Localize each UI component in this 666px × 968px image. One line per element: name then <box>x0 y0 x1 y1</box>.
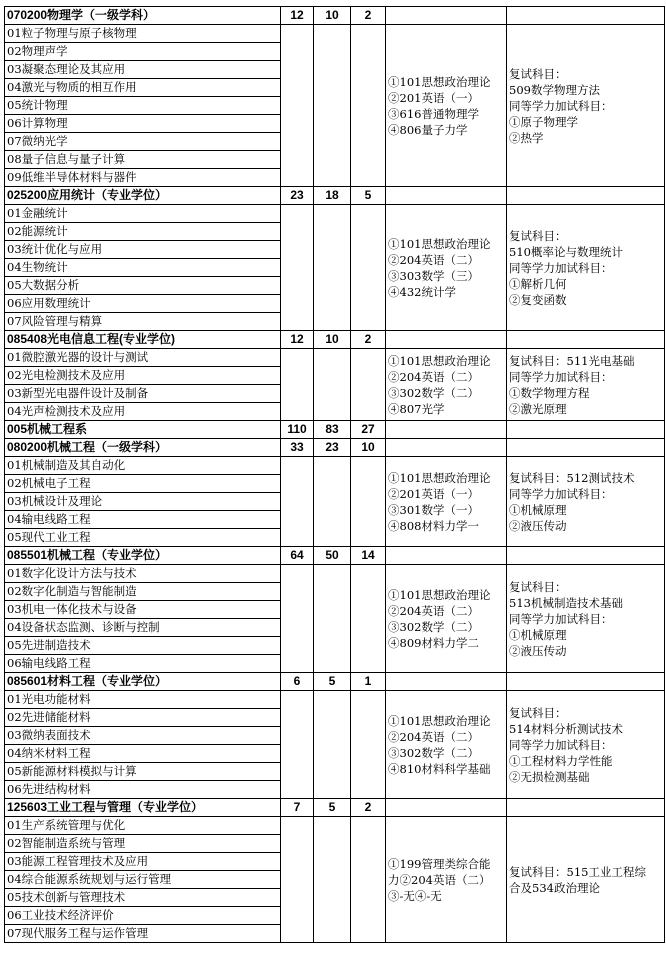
research-direction: 04纳米材料工程 <box>5 745 281 763</box>
empty-cell <box>386 187 507 205</box>
program-header-row <box>5 331 665 349</box>
exam-subject-line: ①101思想政治理论 <box>388 353 491 368</box>
empty-cell <box>386 799 507 817</box>
research-direction: 03机械设计及理论 <box>5 493 281 511</box>
program-title: 080200机械工程（一级学科） <box>5 439 281 457</box>
exam-subjects <box>386 205 507 331</box>
retest-note-line: 514材料分析测试技术 <box>509 721 623 736</box>
retest-notes <box>507 25 665 187</box>
research-direction: 05新能源材料模拟与计算 <box>5 763 281 781</box>
research-direction: 01生产系统管理与优化 <box>5 817 281 835</box>
empty-cell <box>314 457 351 547</box>
research-direction: 07风险管理与精算 <box>5 313 281 331</box>
empty-cell <box>351 205 386 331</box>
enrollment-count: 83 <box>314 421 351 439</box>
exam-subject-line: ②204英语（二） <box>388 729 479 744</box>
empty-cell <box>351 457 386 547</box>
research-direction: 02物理声学 <box>5 43 281 61</box>
empty-cell <box>386 439 507 457</box>
empty-cell <box>351 565 386 673</box>
enrollment-count: 14 <box>351 547 386 565</box>
research-direction: 01数字化设计方法与技术 <box>5 565 281 583</box>
research-direction: 03机电一体化技术与设备 <box>5 601 281 619</box>
enrollment-count: 5 <box>314 673 351 691</box>
exam-subjects <box>386 25 507 187</box>
program-header-row <box>5 799 665 817</box>
exam-subjects <box>386 349 507 421</box>
exam-subject-line: ③302数学（二） <box>388 745 479 760</box>
retest-note-line: 复试科目： <box>509 228 567 243</box>
empty-cell <box>281 817 314 943</box>
research-direction: 04生物统计 <box>5 259 281 277</box>
enrollment-count: 27 <box>351 421 386 439</box>
program-title: 005机械工程系 <box>5 421 281 439</box>
exam-subject-line: ④806量子力学 <box>388 122 468 137</box>
enrollment-count: 23 <box>281 187 314 205</box>
enrollment-count: 5 <box>314 799 351 817</box>
research-direction: 01微腔激光器的设计与测试 <box>5 349 281 367</box>
direction-row <box>5 349 665 367</box>
research-direction: 03微纳表面技术 <box>5 727 281 745</box>
research-direction: 03凝聚态理论及其应用 <box>5 61 281 79</box>
retest-note-line: ②液压传动 <box>509 643 567 658</box>
empty-cell <box>281 691 314 799</box>
program-header-row <box>5 439 665 457</box>
direction-row <box>5 691 665 709</box>
exam-subject-line: ③303数学（三） <box>388 268 479 283</box>
exam-subject-line: ②201英语（一） <box>388 486 479 501</box>
enrollment-count: 10 <box>314 331 351 349</box>
retest-note-line: ①解析几何 <box>509 276 567 291</box>
empty-cell <box>281 205 314 331</box>
retest-notes <box>507 457 665 547</box>
research-direction: 06应用数理统计 <box>5 295 281 313</box>
research-direction: 01光电功能材料 <box>5 691 281 709</box>
research-direction: 06工业技术经济评价 <box>5 907 281 925</box>
research-direction: 05大数据分析 <box>5 277 281 295</box>
exam-subject-line: ①101思想政治理论 <box>388 74 491 89</box>
direction-row <box>5 565 665 583</box>
empty-cell <box>281 349 314 421</box>
retest-note-line: ①机械原理 <box>509 627 567 642</box>
enrollment-count: 12 <box>281 331 314 349</box>
retest-note-line: 复试科目： <box>509 579 567 594</box>
retest-note-line: 复试科目：515工业工程综 <box>509 864 646 879</box>
enrollment-count: 2 <box>351 331 386 349</box>
research-direction: 05先进制造技术 <box>5 637 281 655</box>
retest-note-line: ②激光原理 <box>509 401 567 416</box>
research-direction: 06先进结构材料 <box>5 781 281 799</box>
retest-note-line: ②无损检测基础 <box>509 769 590 784</box>
exam-subject-line: ④807光学 <box>388 401 445 416</box>
exam-subject-line: ③302数学（二） <box>388 385 479 400</box>
exam-subject-line: ③302数学（二） <box>388 619 479 634</box>
retest-note-line: ①数学物理方程 <box>509 385 590 400</box>
exam-subject-line: ④432统计学 <box>388 284 456 299</box>
direction-row <box>5 817 665 835</box>
program-title: 085501机械工程（专业学位） <box>5 547 281 565</box>
enrollment-count: 33 <box>281 439 314 457</box>
enrollment-count: 110 <box>281 421 314 439</box>
research-direction: 01粒子物理与原子核物理 <box>5 25 281 43</box>
research-direction: 03能源工程管理技术及应用 <box>5 853 281 871</box>
exam-subject-line: ④809材料力学二 <box>388 635 479 650</box>
retest-note-line: ①工程材料力学性能 <box>509 753 613 768</box>
empty-cell <box>314 205 351 331</box>
exam-subject-line: ②204英语（二） <box>388 252 479 267</box>
exam-subjects <box>386 691 507 799</box>
program-title: 085601材料工程（专业学位） <box>5 673 281 691</box>
exam-subject-line: ④810材料科学基础 <box>388 761 491 776</box>
direction-row <box>5 457 665 475</box>
research-direction: 02数字化制造与智能制造 <box>5 583 281 601</box>
exam-subject-line: 力②204英语（二） <box>388 872 491 887</box>
exam-subject-line: ①101思想政治理论 <box>388 236 491 251</box>
retest-note-line: ②热学 <box>509 130 544 145</box>
exam-subjects <box>386 817 507 943</box>
enrollment-count: 10 <box>314 7 351 25</box>
research-direction: 01机械制造及其自动化 <box>5 457 281 475</box>
program-title: 070200物理学（一级学科） <box>5 7 281 25</box>
empty-cell <box>314 691 351 799</box>
retest-note-line: ①机械原理 <box>509 502 567 517</box>
program-header-row <box>5 673 665 691</box>
retest-note-line: ②复变函数 <box>509 292 567 307</box>
empty-cell <box>314 565 351 673</box>
direction-row <box>5 25 665 43</box>
enrollment-count: 23 <box>314 439 351 457</box>
empty-cell <box>386 7 507 25</box>
research-direction: 06输电线路工程 <box>5 655 281 673</box>
retest-note-line: 同等学力加试科目： <box>509 98 613 113</box>
exam-subject-line: ②201英语（一） <box>388 90 479 105</box>
exam-subject-line: ①199管理类综合能 <box>388 856 491 871</box>
program-header-row <box>5 421 665 439</box>
exam-subject-line: ①101思想政治理论 <box>388 587 491 602</box>
exam-subject-line: ①101思想政治理论 <box>388 713 491 728</box>
retest-notes <box>507 205 665 331</box>
research-direction: 06计算物理 <box>5 115 281 133</box>
enrollment-count: 7 <box>281 799 314 817</box>
exam-subject-line: ③616普通物理学 <box>388 106 479 121</box>
empty-cell <box>351 25 386 187</box>
empty-cell <box>386 421 507 439</box>
empty-cell <box>507 331 665 349</box>
retest-note-line: 513机械制造技术基础 <box>509 595 623 610</box>
empty-cell <box>314 817 351 943</box>
retest-note-line: 复试科目： <box>509 705 567 720</box>
empty-cell <box>351 817 386 943</box>
retest-notes <box>507 691 665 799</box>
enrollment-count: 2 <box>351 7 386 25</box>
program-header-row <box>5 187 665 205</box>
empty-cell <box>507 187 665 205</box>
research-direction: 04输电线路工程 <box>5 511 281 529</box>
empty-cell <box>386 331 507 349</box>
empty-cell <box>351 691 386 799</box>
research-direction: 04设备状态监测、诊断与控制 <box>5 619 281 637</box>
exam-subjects <box>386 457 507 547</box>
enrollment-count: 10 <box>351 439 386 457</box>
empty-cell <box>507 439 665 457</box>
enrollment-count: 6 <box>281 673 314 691</box>
retest-notes <box>507 349 665 421</box>
retest-note-line: 509数学物理方法 <box>509 82 600 97</box>
retest-notes <box>507 817 665 943</box>
research-direction: 07微纳光学 <box>5 133 281 151</box>
retest-note-line: 同等学力加试科目： <box>509 486 613 501</box>
research-direction: 02先进储能材料 <box>5 709 281 727</box>
enrollment-count: 2 <box>351 799 386 817</box>
empty-cell <box>314 349 351 421</box>
exam-subjects <box>386 565 507 673</box>
research-direction: 04激光与物质的相互作用 <box>5 79 281 97</box>
direction-row <box>5 205 665 223</box>
empty-cell <box>386 673 507 691</box>
research-direction: 08量子信息与量子计算 <box>5 151 281 169</box>
empty-cell <box>507 547 665 565</box>
retest-note-line: 同等学力加试科目： <box>509 369 613 384</box>
empty-cell <box>507 799 665 817</box>
retest-note-line: 同等学力加试科目： <box>509 260 613 275</box>
exam-subject-line: ③-无④-无 <box>388 888 442 903</box>
exam-subject-line: ①101思想政治理论 <box>388 470 491 485</box>
exam-subject-line: ②204英语（二） <box>388 369 479 384</box>
research-direction: 04综合能源系统规划与运行管理 <box>5 871 281 889</box>
retest-note-line: ①原子物理学 <box>509 114 578 129</box>
retest-note-line: 同等学力加试科目： <box>509 611 613 626</box>
exam-subject-line: ③301数学（一） <box>388 502 479 517</box>
admissions-table <box>4 6 665 943</box>
retest-note-line: 复试科目： <box>509 66 567 81</box>
enrollment-count: 12 <box>281 7 314 25</box>
program-title: 125603工业工程与管理（专业学位） <box>5 799 281 817</box>
research-direction: 02能源统计 <box>5 223 281 241</box>
exam-subject-line: ④808材料力学一 <box>388 518 479 533</box>
retest-note-line: 复试科目：512测试技术 <box>509 470 635 485</box>
enrollment-count: 1 <box>351 673 386 691</box>
research-direction: 05现代工业工程 <box>5 529 281 547</box>
program-title: 085408光电信息工程(专业学位) <box>5 331 281 349</box>
enrollment-count: 18 <box>314 187 351 205</box>
research-direction: 07现代服务工程与运作管理 <box>5 925 281 943</box>
retest-note-line: ②液压传动 <box>509 518 567 533</box>
research-direction: 09低维半导体材料与器件 <box>5 169 281 187</box>
retest-note-line: 复试科目：511光电基础 <box>509 353 635 368</box>
research-direction: 03新型光电器件设计及制备 <box>5 385 281 403</box>
empty-cell <box>507 7 665 25</box>
research-direction: 03统计优化与应用 <box>5 241 281 259</box>
enrollment-count: 64 <box>281 547 314 565</box>
exam-subject-line: ②204英语（二） <box>388 603 479 618</box>
empty-cell <box>281 457 314 547</box>
empty-cell <box>281 25 314 187</box>
retest-note-line: 合及534政治理论 <box>509 880 600 895</box>
empty-cell <box>507 673 665 691</box>
retest-note-line: 510概率论与数理统计 <box>509 244 623 259</box>
research-direction: 01金融统计 <box>5 205 281 223</box>
research-direction: 05技术创新与管理技术 <box>5 889 281 907</box>
enrollment-count: 50 <box>314 547 351 565</box>
program-title: 025200应用统计（专业学位） <box>5 187 281 205</box>
empty-cell <box>386 547 507 565</box>
research-direction: 04光声检测技术及应用 <box>5 403 281 421</box>
empty-cell <box>507 421 665 439</box>
research-direction: 05统计物理 <box>5 97 281 115</box>
retest-note-line: 同等学力加试科目： <box>509 737 613 752</box>
program-header-row <box>5 547 665 565</box>
program-header-row <box>5 7 665 25</box>
retest-notes <box>507 565 665 673</box>
research-direction: 02机械电子工程 <box>5 475 281 493</box>
enrollment-count: 5 <box>351 187 386 205</box>
empty-cell <box>281 565 314 673</box>
empty-cell <box>314 25 351 187</box>
empty-cell <box>351 349 386 421</box>
research-direction: 02智能制造系统与管理 <box>5 835 281 853</box>
research-direction: 02光电检测技术及应用 <box>5 367 281 385</box>
